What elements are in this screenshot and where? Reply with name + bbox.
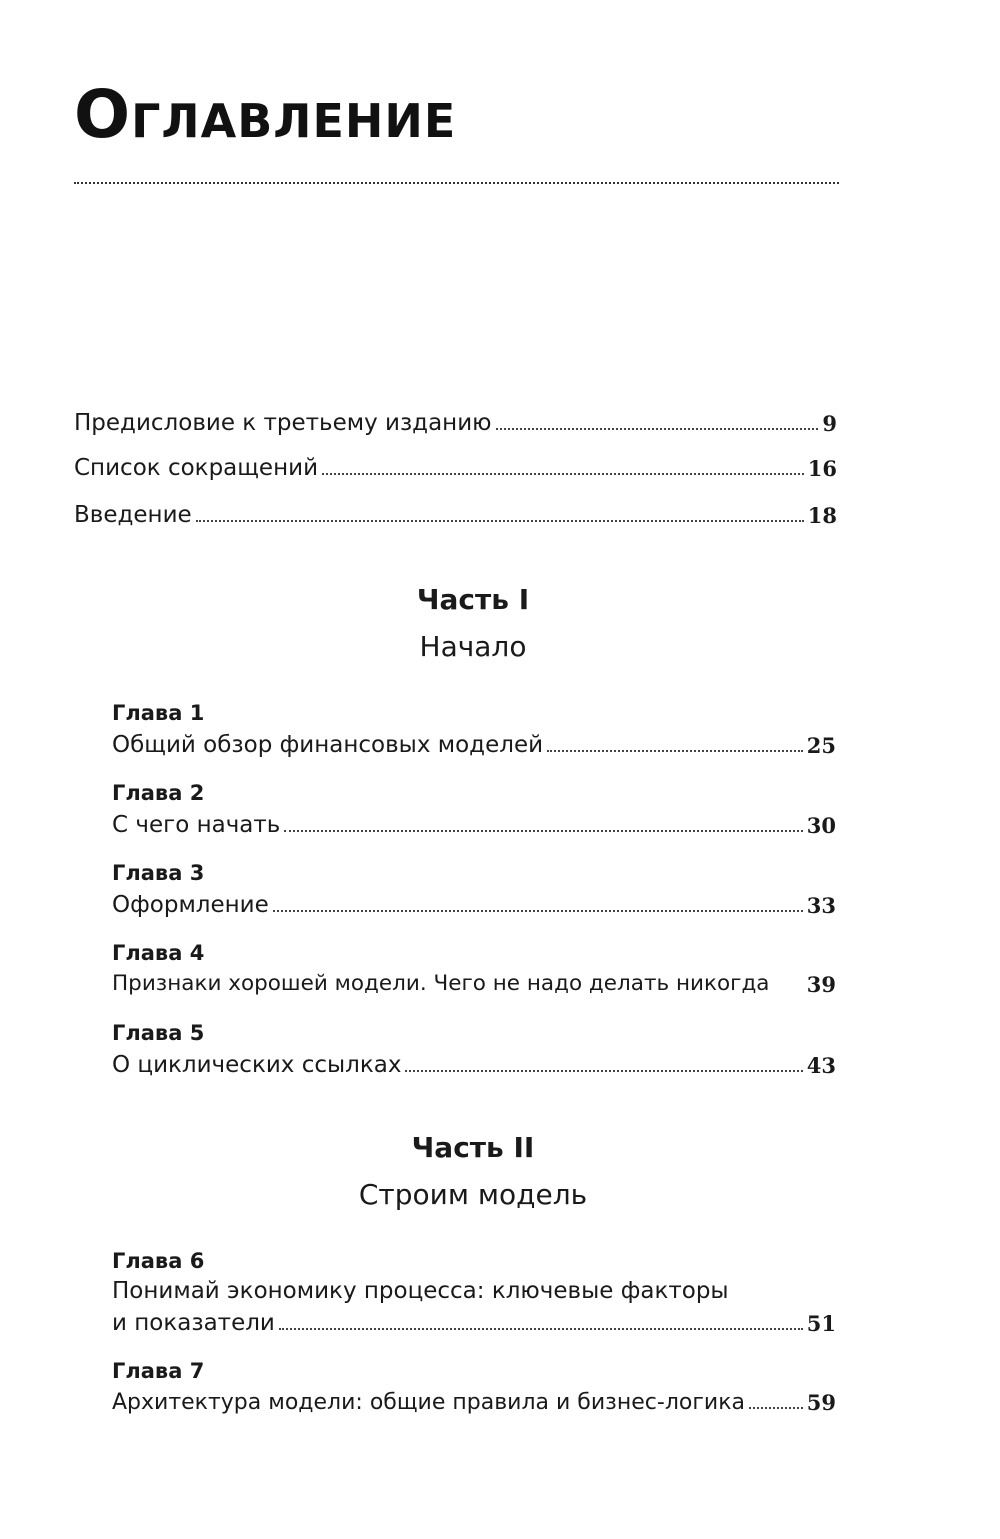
toc-entry-title: Предисловие к третьему изданию	[74, 410, 492, 436]
toc-entry-page: 59	[806, 1390, 836, 1416]
leader-dots	[496, 428, 819, 430]
toc-entry-chapter-4[interactable]	[112, 972, 836, 997]
toc-entry-page: 30	[806, 813, 836, 839]
toc-entry-page: 9	[822, 411, 837, 437]
toc-entry-page: 39	[806, 971, 836, 997]
leader-dots	[273, 910, 803, 912]
toc-entry-title: Введение	[74, 502, 192, 528]
chapter-5-label: Глава 5	[112, 1021, 205, 1045]
leader-dots	[405, 1070, 802, 1072]
toc-entry-title: Список сокращений	[74, 455, 319, 481]
toc-entry-chapter-5[interactable]	[112, 1052, 836, 1078]
toc-entry-chapter-3[interactable]	[112, 892, 836, 918]
leader-dots	[322, 473, 804, 475]
part-1-number: Часть I	[416, 583, 530, 616]
toc-entry-page: 33	[806, 893, 836, 919]
chapter-7-label: Глава 7	[112, 1359, 205, 1383]
part-2-title: Строим модель	[358, 1178, 588, 1211]
chapter-6-label: Глава 6	[112, 1249, 205, 1273]
toc-entry-title: Признаки хорошей модели. Чего не надо делать никогда	[112, 971, 770, 996]
leader-dots	[279, 1328, 803, 1330]
toc-entry-title: Архитектура модели: общие правила и бизнес-логика	[112, 1390, 745, 1415]
toc-entry-title: Оформление	[112, 892, 269, 918]
toc-entry-chapter-6-title-line1[interactable]: Понимай экономику процесса: ключевые факторы	[112, 1278, 729, 1304]
toc-entry-title: и показатели	[112, 1310, 275, 1336]
toc-entry-title: С чего начать	[112, 812, 281, 838]
toc-entry-title: Общий обзор финансовых моделей	[112, 732, 544, 758]
leader-dots	[284, 830, 802, 832]
chapter-3-label: Глава 3	[112, 861, 205, 885]
toc-entry-chapter-2[interactable]	[112, 812, 836, 838]
leader-dots	[749, 1407, 803, 1409]
leader-dots	[547, 750, 803, 752]
toc-entry-page: 25	[806, 733, 836, 759]
leader-dots	[196, 520, 804, 522]
toc-entry-introduction[interactable]	[74, 502, 837, 528]
toc-entry-chapter-7[interactable]	[112, 1390, 836, 1415]
chapter-2-label: Глава 2	[112, 781, 205, 805]
part-1-title: Начало	[419, 630, 527, 663]
toc-entry-abbreviations[interactable]	[74, 455, 837, 481]
page-title: Оглавление	[74, 76, 457, 153]
toc-entry-preface[interactable]	[74, 410, 837, 436]
toc-entry-chapter-6[interactable]	[112, 1310, 836, 1336]
toc-entry-page: 18	[807, 503, 837, 529]
toc-entry-page: 43	[806, 1053, 836, 1079]
part-2-number: Часть II	[411, 1131, 535, 1164]
chapter-1-label: Глава 1	[112, 701, 205, 725]
toc-entry-title: О циклических ссылках	[112, 1052, 402, 1078]
toc-entry-chapter-1[interactable]	[112, 732, 836, 758]
chapter-4-label: Глава 4	[112, 941, 205, 965]
toc-entry-page: 16	[807, 456, 837, 482]
title-dotted-rule	[74, 182, 839, 184]
toc-entry-page: 51	[806, 1311, 836, 1337]
